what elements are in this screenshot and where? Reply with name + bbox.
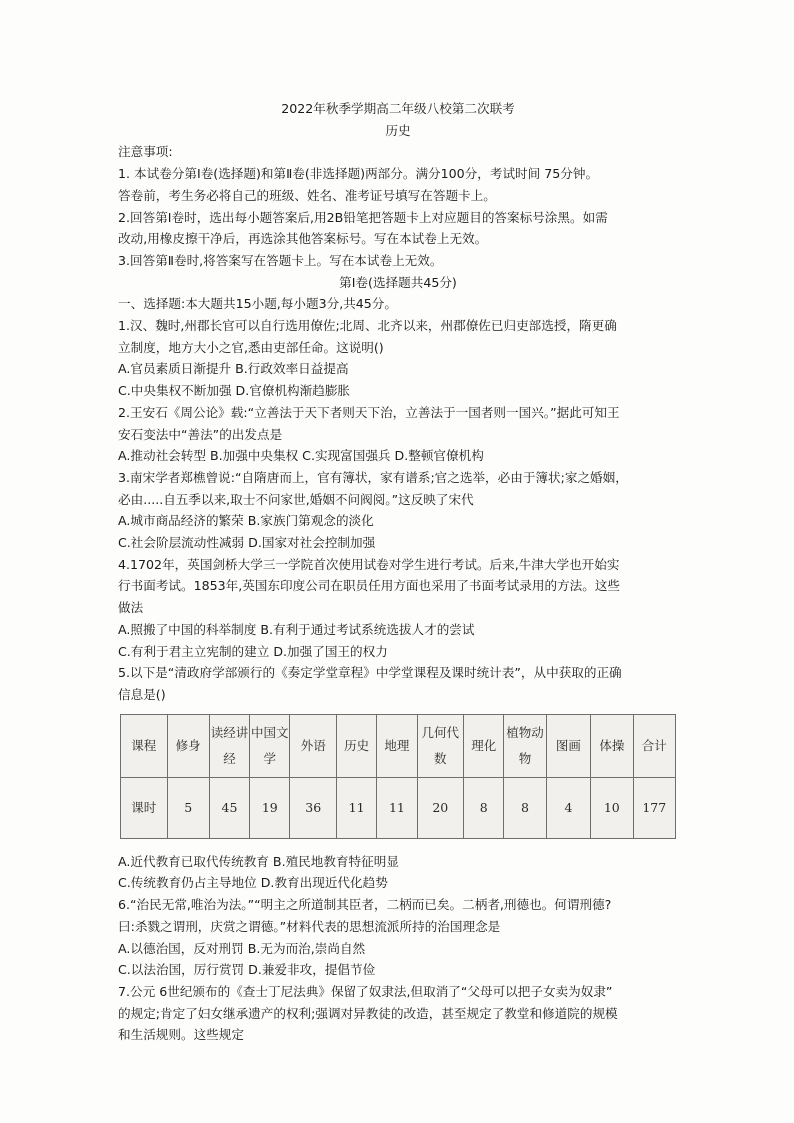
table-cell-course: 植物动物	[504, 714, 546, 777]
q3-options: A.城市商品经济的繁荣 B.家族门第观念的淡化	[118, 513, 374, 529]
q7-stem: 的规定;肯定了妇女继承遗产的权利;强调对异教徒的改造，甚至规定了教堂和修道院的规模	[118, 1005, 618, 1021]
table-cell-header: 课程	[121, 714, 168, 777]
exam-page	[118, 98, 678, 1046]
q7-stem: 7.公元 6世纪颁布的《查士丁尼法典》保留了奴隶法,但取消了“父母可以把子女卖为奴隶”	[118, 983, 613, 999]
q7-stem: 和生活规则。这些规定	[118, 1027, 244, 1043]
q4-stem: 做法	[118, 600, 144, 616]
q6-options: A.以德治国，反对刑罚 B.无为而治,崇尚自然	[118, 940, 366, 956]
q5-stem: 信息是()	[118, 686, 166, 702]
q5-stem: 5.以下是“清政府学部颁行的《奏定学堂章程》中学堂课程及课时统计表”，从中获取的正确	[118, 665, 622, 681]
table-cell-hours: 36	[290, 777, 337, 838]
notes-title: 注意事项:	[118, 144, 173, 160]
q5-options: C.传统教育仍占主导地位 D.教育出现近代化趋势	[118, 875, 388, 891]
q5-options: A.近代教育已取代传统教育 B.殖民地教育特征明显	[118, 853, 399, 869]
q1-stem: 立制度，地方大小之官,悉由吏部任命。这说明()	[118, 339, 384, 355]
notes-line: 2.回答第Ⅰ卷时，选出每小题答案后,用2B铅笔把答题卡上对应题目的答案标号涂黑。如需	[118, 209, 608, 225]
table-cell-hours: 177	[633, 777, 676, 838]
q6-stem: 6.“治民无常,唯治为法。”“明主之所道制其臣者，二柄而已矣。二柄者,刑德也。何谓刑德?	[118, 897, 612, 913]
table-cell-hours: 8	[504, 777, 546, 838]
table-cell-course: 图画	[546, 714, 590, 777]
table-cell-course: 理化	[464, 714, 504, 777]
section-instruction: 一、选择题:本大题共15小题,每小题3分,共45分。	[118, 296, 397, 312]
q1-options: A.官员素质日渐提升 B.行政效率日益提高	[118, 361, 349, 377]
table-cell-course: 合计	[633, 714, 676, 777]
q2-stem: 安石变法中“善法”的出发点是	[118, 426, 283, 442]
q3-stem: 3.南宋学者郑樵曾说:“自隋唐而上，官有簿状，家有谱系;官之选举，必由于簿状;家之婚姻，	[118, 469, 628, 485]
table-cell-hours: 4	[546, 777, 590, 838]
q6-stem: 曰:杀戮之谓刑，庆赏之谓德。”材料代表的思想流派所持的治国理念是	[118, 918, 501, 934]
notes-line: 答卷前，考生务必将自己的班级、姓名、准考证号填写在答题卡上。	[118, 187, 496, 203]
course-hours-table	[120, 714, 676, 839]
exam-title: 2022年秋季学期高二年级八校第二次联考	[281, 101, 515, 116]
table-cell-header: 课时	[121, 777, 168, 838]
q2-options: A.推动社会转型 B.加强中央集权 C.实现富国强兵 D.整顿官僚机构	[118, 448, 484, 464]
table-cell-course: 外语	[290, 714, 337, 777]
q4-options: C.有利于君主立宪制的建立 D.加强了国王的权力	[118, 643, 388, 659]
q6-options: C.以法治国，厉行赏罚 D.兼爱非攻，提倡节俭	[118, 962, 376, 978]
q1-stem: 1.汉、魏时,州郡长官可以自行选用僚佐;北周、北齐以来，州郡僚佐已归吏部选授，隋更确	[118, 318, 617, 334]
section-title: 第Ⅰ卷(选择题共45分)	[339, 274, 457, 290]
q4-stem: 4.1702年，英国剑桥大学三一学院首次使用试卷对学生进行考试。后来,牛津大学也开始实	[118, 556, 620, 572]
q3-options: C.社会阶层流动性减弱 D.国家对社会控制加强	[118, 535, 376, 551]
table-cell-hours: 5	[167, 777, 209, 838]
table-cell-hours: 10	[591, 777, 633, 838]
q3-stem: 必由.....自五季以来,取士不问家世,婚姻不问阀阅。”这反映了宋代	[118, 491, 474, 507]
table-row-hours	[121, 777, 676, 838]
table-cell-hours: 11	[336, 777, 376, 838]
table-cell-hours: 11	[377, 777, 417, 838]
table-cell-course: 读经讲经	[209, 714, 249, 777]
table-cell-course: 历史	[336, 714, 376, 777]
notes-line: 3.回答第Ⅱ卷时,将答案写在答题卡上。写在本试卷上无效。	[118, 252, 443, 268]
subject-title: 历史	[385, 122, 411, 138]
table-cell-course: 中国文学	[250, 714, 290, 777]
table-cell-course: 体操	[591, 714, 633, 777]
table-cell-course: 几何代数	[417, 714, 464, 777]
q2-stem: 2.王安石《周公论》载:“立善法于天下者则天下治，立善法于一国者则一国兴。”据此可知王	[118, 404, 620, 420]
table-cell-course: 修身	[167, 714, 209, 777]
q4-options: A.照搬了中国的科举制度 B.有利于通过考试系统选拔人才的尝试	[118, 621, 475, 637]
notes-line: 1. 本试卷分第Ⅰ卷(选择题)和第Ⅱ卷(非选择题)两部分。满分100分，考试时间 75分钟。	[118, 166, 599, 182]
table-cell-hours: 20	[417, 777, 464, 838]
table-cell-hours: 45	[209, 777, 249, 838]
table-row-courses	[121, 714, 676, 777]
q4-stem: 行书面考试。1853年,英国东印度公司在职员任用方面也采用了书面考试录用的方法。这些	[118, 578, 621, 594]
q1-options: C.中央集权不断加强 D.官僚机构渐趋膨胀	[118, 383, 351, 399]
table-cell-course: 地理	[377, 714, 417, 777]
table-cell-hours: 8	[464, 777, 504, 838]
table-cell-hours: 19	[250, 777, 290, 838]
notes-line: 改动,用橡皮擦干净后，再选涂其他答案标号。写在本试卷上无效。	[118, 231, 488, 247]
